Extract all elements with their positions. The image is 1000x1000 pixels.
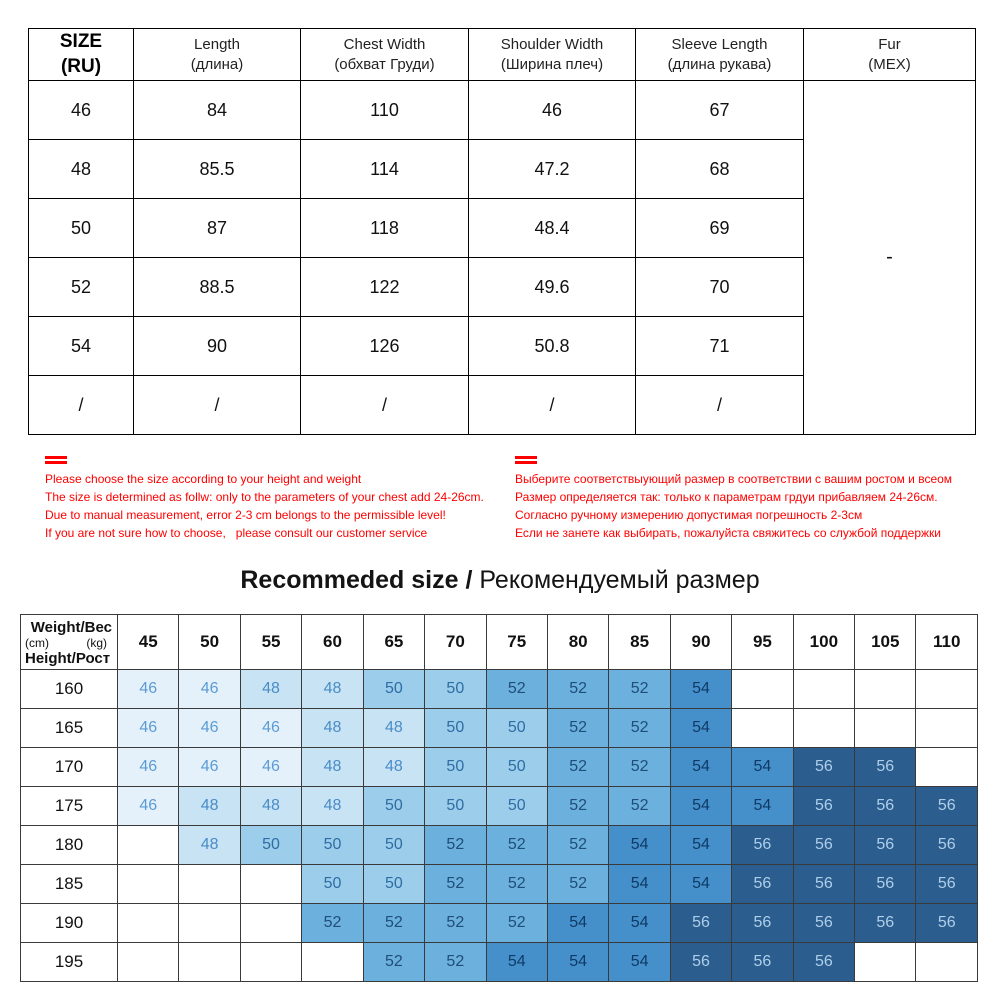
- matrix-empty-cell: [179, 904, 240, 943]
- height-label-cell: 175: [21, 787, 118, 826]
- size-table-cell: 87: [134, 199, 301, 258]
- matrix-size-cell: 52: [425, 943, 486, 982]
- matrix-size-cell: 56: [732, 865, 793, 904]
- size-table-cell: 46: [29, 81, 134, 140]
- matrix-empty-cell: [855, 670, 916, 709]
- height-label-cell: 190: [21, 904, 118, 943]
- matrix-size-cell: 46: [118, 748, 179, 787]
- matrix-row: [21, 826, 978, 865]
- matrix-body: [21, 670, 978, 982]
- matrix-size-cell: 56: [793, 748, 854, 787]
- note-line: Размер определяется так: только к параметрам грдуи прибавляем 24-26см.: [515, 490, 938, 504]
- matrix-size-cell: 50: [302, 826, 363, 865]
- matrix-row: [21, 904, 978, 943]
- size-table-cell: 70: [636, 258, 804, 317]
- matrix-size-cell: 56: [670, 904, 731, 943]
- matrix-corner-cell: [21, 615, 118, 670]
- size-table: [28, 28, 976, 435]
- size-table-cell: 110: [301, 81, 469, 140]
- recommended-size-matrix: [20, 614, 978, 982]
- title-russian: Рекомендуемый размер: [472, 566, 760, 594]
- weight-header-cell: 45: [118, 615, 179, 670]
- matrix-size-cell: 52: [302, 904, 363, 943]
- matrix-size-cell: 46: [118, 709, 179, 748]
- size-table-cell: 118: [301, 199, 469, 258]
- matrix-size-cell: 52: [547, 865, 608, 904]
- size-table-cell: 88.5: [134, 258, 301, 317]
- size-table-cell: 50.8: [469, 317, 636, 376]
- matrix-size-cell: 52: [363, 904, 424, 943]
- notes-russian: [515, 470, 973, 542]
- matrix-empty-cell: [916, 943, 978, 982]
- matrix-size-cell: 48: [302, 670, 363, 709]
- matrix-empty-cell: [118, 904, 179, 943]
- matrix-size-cell: 50: [425, 709, 486, 748]
- size-table-cell: 48: [29, 140, 134, 199]
- note-line: Please choose the size according to your height and weight: [45, 472, 362, 486]
- matrix-row: [21, 865, 978, 904]
- matrix-empty-cell: [855, 709, 916, 748]
- matrix-size-cell: 50: [363, 670, 424, 709]
- weight-header-cell: 90: [670, 615, 731, 670]
- notes-section: [45, 456, 973, 542]
- size-table-header-row: [29, 29, 976, 81]
- note-line: Выберите соответствыующий размер в соответствии с вашим ростом и всеом: [515, 472, 953, 486]
- note-line: If you are not sure how to choose, please consult our customer service: [45, 526, 428, 540]
- size-table-cell: 54: [29, 317, 134, 376]
- matrix-size-cell: 48: [179, 826, 240, 865]
- matrix-size-cell: 52: [486, 670, 547, 709]
- matrix-size-cell: 54: [732, 748, 793, 787]
- matrix-size-cell: 56: [855, 826, 916, 865]
- matrix-empty-cell: [179, 943, 240, 982]
- weight-header-cell: 80: [547, 615, 608, 670]
- matrix-size-cell: 52: [486, 826, 547, 865]
- size-table-cell: 126: [301, 317, 469, 376]
- measure-header-cell: Shoulder Width (Ширина плеч): [469, 29, 636, 81]
- fur-value-cell: -: [804, 81, 976, 435]
- matrix-empty-cell: [916, 748, 978, 787]
- notes-english: [45, 470, 511, 542]
- matrix-empty-cell: [916, 709, 978, 748]
- matrix-size-cell: 46: [118, 670, 179, 709]
- matrix-empty-cell: [732, 709, 793, 748]
- matrix-size-cell: 56: [670, 943, 731, 982]
- matrix-size-cell: 56: [732, 904, 793, 943]
- matrix-size-cell: 56: [855, 865, 916, 904]
- size-table-cell: 68: [636, 140, 804, 199]
- weight-header-cell: 105: [855, 615, 916, 670]
- matrix-empty-cell: [118, 865, 179, 904]
- size-table-cell: 84: [134, 81, 301, 140]
- matrix-size-cell: 52: [547, 787, 608, 826]
- size-table-cell: 114: [301, 140, 469, 199]
- matrix-size-cell: 48: [240, 670, 301, 709]
- recommended-size-title: [0, 566, 1000, 598]
- weight-header-cell: 75: [486, 615, 547, 670]
- matrix-size-cell: 54: [670, 826, 731, 865]
- matrix-size-cell: 54: [609, 904, 670, 943]
- matrix-size-cell: 54: [609, 826, 670, 865]
- matrix-size-cell: 50: [363, 787, 424, 826]
- matrix-size-cell: 54: [609, 943, 670, 982]
- weight-axis-label: Weight/Вес: [30, 619, 112, 636]
- matrix-size-cell: 52: [547, 709, 608, 748]
- notes-russian-block: [515, 456, 973, 542]
- size-table-cell: 69: [636, 199, 804, 258]
- matrix-empty-cell: [118, 943, 179, 982]
- size-table-cell: 67: [636, 81, 804, 140]
- matrix-size-cell: 56: [916, 865, 978, 904]
- measure-header-cell: Sleeve Length (длина рукава): [636, 29, 804, 81]
- matrix-empty-cell: [179, 865, 240, 904]
- height-label-cell: 170: [21, 748, 118, 787]
- matrix-size-cell: 54: [670, 865, 731, 904]
- matrix-size-cell: 46: [240, 709, 301, 748]
- size-table-cell: /: [469, 376, 636, 435]
- matrix-size-cell: 50: [486, 709, 547, 748]
- weight-header-cell: 110: [916, 615, 978, 670]
- matrix-size-cell: 52: [425, 826, 486, 865]
- size-table-cell: 48.4: [469, 199, 636, 258]
- matrix-header-row: [21, 615, 978, 670]
- matrix-row: [21, 670, 978, 709]
- height-unit-label: (cm): [25, 636, 49, 650]
- matrix-size-cell: 52: [609, 709, 670, 748]
- size-table-cell: 90: [134, 317, 301, 376]
- weight-header-cell: 95: [732, 615, 793, 670]
- matrix-empty-cell: [916, 670, 978, 709]
- size-table-cell: 122: [301, 258, 469, 317]
- matrix-size-cell: 56: [855, 904, 916, 943]
- matrix-size-cell: 52: [363, 943, 424, 982]
- matrix-size-cell: 54: [670, 709, 731, 748]
- matrix-size-cell: 54: [732, 787, 793, 826]
- note-line: Согласно ручному измерению допустимая погрешность 2-3см: [515, 508, 863, 522]
- matrix-size-cell: 48: [240, 787, 301, 826]
- matrix-size-cell: 54: [547, 943, 608, 982]
- matrix-size-cell: 52: [547, 670, 608, 709]
- size-table-cell: 85.5: [134, 140, 301, 199]
- height-label-cell: 195: [21, 943, 118, 982]
- size-table-cell: /: [636, 376, 804, 435]
- matrix-size-cell: 54: [670, 787, 731, 826]
- matrix-size-cell: 54: [486, 943, 547, 982]
- matrix-size-cell: 56: [793, 943, 854, 982]
- title-english: Recommeded size /: [240, 566, 473, 594]
- red-bars-icon: [45, 456, 67, 464]
- matrix-size-cell: 56: [793, 787, 854, 826]
- matrix-size-cell: 54: [670, 748, 731, 787]
- weight-unit-label: (kg): [86, 636, 107, 650]
- matrix-size-cell: 56: [793, 826, 854, 865]
- measure-header-cell: Length (длина): [134, 29, 301, 81]
- matrix-size-cell: 52: [547, 748, 608, 787]
- height-label-cell: 165: [21, 709, 118, 748]
- matrix-size-cell: 50: [363, 865, 424, 904]
- size-table-cell: 49.6: [469, 258, 636, 317]
- size-ru-header-cell: SIZE (RU): [29, 29, 134, 81]
- weight-header-cell: 50: [179, 615, 240, 670]
- matrix-size-cell: 50: [486, 787, 547, 826]
- matrix-empty-cell: [240, 943, 301, 982]
- matrix-size-cell: 50: [302, 865, 363, 904]
- matrix-size-cell: 50: [486, 748, 547, 787]
- matrix-row: [21, 787, 978, 826]
- note-line: Если не занете как выбирать, пожалуйста свяжитесь со службой поддержки: [515, 526, 942, 540]
- matrix-size-cell: 54: [547, 904, 608, 943]
- matrix-row: [21, 943, 978, 982]
- matrix-size-cell: 52: [486, 904, 547, 943]
- matrix-size-cell: 56: [793, 904, 854, 943]
- matrix-size-cell: 52: [609, 748, 670, 787]
- size-table-cell: 52: [29, 258, 134, 317]
- matrix-size-cell: 52: [609, 787, 670, 826]
- size-table-body: [29, 81, 976, 435]
- matrix-size-cell: 48: [302, 787, 363, 826]
- matrix-size-cell: 52: [425, 904, 486, 943]
- height-axis-label: Height/Рост: [25, 650, 111, 667]
- matrix-empty-cell: [732, 670, 793, 709]
- matrix-size-cell: 52: [425, 865, 486, 904]
- matrix-size-cell: 56: [916, 904, 978, 943]
- matrix-row: [21, 748, 978, 787]
- height-label-cell: 180: [21, 826, 118, 865]
- matrix-size-cell: 56: [793, 865, 854, 904]
- matrix-row: [21, 709, 978, 748]
- matrix-size-cell: 56: [855, 787, 916, 826]
- weight-header-cell: 70: [425, 615, 486, 670]
- matrix-size-cell: 50: [425, 670, 486, 709]
- matrix-size-cell: 46: [118, 787, 179, 826]
- height-label-cell: 185: [21, 865, 118, 904]
- matrix-size-cell: 48: [302, 748, 363, 787]
- matrix-size-cell: 46: [179, 748, 240, 787]
- matrix-size-cell: 48: [179, 787, 240, 826]
- matrix-size-cell: 46: [179, 709, 240, 748]
- size-table-cell: /: [301, 376, 469, 435]
- matrix-size-cell: 46: [179, 670, 240, 709]
- size-table-cell: /: [134, 376, 301, 435]
- matrix-size-cell: 48: [302, 709, 363, 748]
- matrix-size-cell: 56: [916, 787, 978, 826]
- matrix-empty-cell: [118, 826, 179, 865]
- size-table-cell: 50: [29, 199, 134, 258]
- matrix-size-cell: 48: [363, 748, 424, 787]
- matrix-empty-cell: [793, 709, 854, 748]
- weight-header-cell: 55: [240, 615, 301, 670]
- matrix-size-cell: 50: [425, 787, 486, 826]
- matrix-empty-cell: [240, 904, 301, 943]
- height-label-cell: 160: [21, 670, 118, 709]
- matrix-size-cell: 56: [855, 748, 916, 787]
- measure-header-cell: Fur (MEX): [804, 29, 976, 81]
- matrix-size-cell: 50: [425, 748, 486, 787]
- matrix-size-cell: 46: [240, 748, 301, 787]
- matrix-size-cell: 52: [547, 826, 608, 865]
- matrix-size-cell: 50: [363, 826, 424, 865]
- matrix-size-cell: 56: [732, 826, 793, 865]
- matrix-empty-cell: [240, 865, 301, 904]
- weight-header-cell: 60: [302, 615, 363, 670]
- matrix-size-cell: 50: [240, 826, 301, 865]
- notes-english-block: [45, 456, 511, 542]
- matrix-size-cell: 54: [670, 670, 731, 709]
- matrix-size-cell: 48: [363, 709, 424, 748]
- size-table-cell: /: [29, 376, 134, 435]
- red-bars-icon: [515, 456, 537, 464]
- matrix-size-cell: 56: [732, 943, 793, 982]
- size-table-cell: 47.2: [469, 140, 636, 199]
- weight-header-cell: 65: [363, 615, 424, 670]
- size-table-cell: 71: [636, 317, 804, 376]
- size-table-cell: 46: [469, 81, 636, 140]
- matrix-size-cell: 56: [916, 826, 978, 865]
- matrix-size-cell: 52: [609, 670, 670, 709]
- matrix-empty-cell: [793, 670, 854, 709]
- measure-header-cell: Chest Width (обхват Груди): [301, 29, 469, 81]
- note-line: The size is determined as follw: only to the parameters of your chest add 24-26cm.: [45, 490, 484, 504]
- matrix-size-cell: 52: [486, 865, 547, 904]
- matrix-size-cell: 54: [609, 865, 670, 904]
- size-table-row: [29, 81, 976, 140]
- weight-header-cell: 100: [793, 615, 854, 670]
- matrix-empty-cell: [855, 943, 916, 982]
- note-line: Due to manual measurement, error 2-3 cm belongs to the permissible level!: [45, 508, 446, 522]
- weight-header-cell: 85: [609, 615, 670, 670]
- matrix-empty-cell: [302, 943, 363, 982]
